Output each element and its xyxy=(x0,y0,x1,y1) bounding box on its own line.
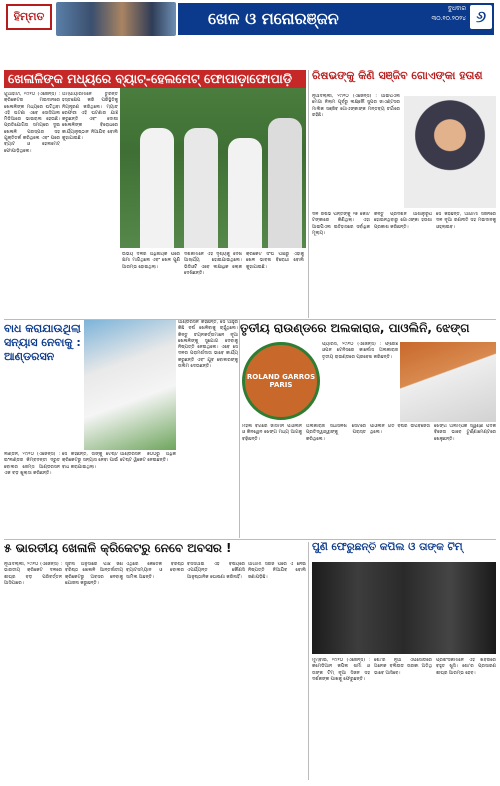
story4-photo xyxy=(400,342,496,422)
player-figure xyxy=(184,128,218,248)
player-figure xyxy=(268,118,302,248)
story6-column: ପ୍ରଶଂସକମାନେ ଏହି ଖବରରେ ବହୁତ ଖୁସି। ଶୋ'ର ପ୍ରସାରଣ ଶୀଘ୍ର ଆରମ୍ଭ ହେବ। xyxy=(436,658,496,676)
column-divider xyxy=(308,70,309,318)
story5-column: ନୂଆଦିଲ୍ଲୀ, ୨୯ା୧୦ (ଏଜେନ୍ସି) : ଭାରତୀୟ କ୍ରିକେଟ ଦଳରେ ଶୀଘ୍ର ବଡ଼ ପରିବର୍ତ୍ତନ ଆସିପାରେ। xyxy=(4,562,62,586)
story2-column: ନୂଆଦିଲ୍ଲୀ, ୨୯ା୧୦ (ଏଜେନ୍ସି) : ଆଇପିଏଲ ମେଗା ନିଲାମ ପୂର୍ବରୁ ଲକ୍ଷ୍ନୌ ସୁପର ଜାଏଣ୍ଟସର ମାଲିକ ସଞ୍ଜିବ ଗୋଏଙ୍କାଙ୍କ ମନ୍ତବ୍ୟ ଚର୍ଚ୍ଚାରେ ରହିଛି। xyxy=(312,94,400,118)
story2-column: ଦଳ ରିଷଭ ପନ୍ତଙ୍କୁ ୨୭ କୋଟି ଟଙ୍କାରେ କିଣିଥିଲା। ଏହା ଆଇପିଏଲ ଇତିହାସରେ ସର୍ବାଧିକ ମୂଲ୍ୟ। xyxy=(312,212,370,236)
story3-column: ଲଣ୍ଡନ, ୨୯ା୧୦ (ଏଜେନ୍ସି) : ଇଂଲଣ୍ଡର କିମ୍ବଦନ୍ତୀ ଦ୍ରୁତ ବୋଲର ଜେମ୍ସ ଆଣ୍ଡରସନ ଏକ ବଡ଼ ଖୁଲାସା କରିଛନ୍ତି। xyxy=(4,452,60,476)
roland-garros-logo xyxy=(242,342,320,420)
story1-headline: ଖେଳାଳିଙ୍କ ମଧ୍ୟରେ ବ୍ୟାଟ୍-ହେଲମେଟ୍ ଫୋପାଡ଼ାଫୋପାଡ଼ି xyxy=(4,70,306,88)
story6-column: ଶୋ'ର ନୂଆ ଏପିସୋଡରେ ଅନେକ ବଲିଉଡ ତାରକା ଅତିଥି ଭାବେ ଆସିବେ। xyxy=(374,658,432,676)
column-divider xyxy=(308,542,309,780)
story5-column: ବିସିସିଆଇ ଏହି ବିଷୟରେ ଏପର୍ଯ୍ୟନ୍ତ କୌଣସି ଆନୁଷ୍ଠାନିକ ଘୋଷଣା କରିନାହିଁ। xyxy=(187,562,245,580)
newspaper-logo: ହିମ୍ମତ xyxy=(6,4,52,30)
date-box xyxy=(431,4,466,24)
story3-column: ଆଣ୍ଡରସନ କହିଛନ୍ତି, ସେ ଆହୁରି କିଛି ବର୍ଷ ଖେଳିବାକୁ ଚାହୁଁଥିଲେ। କିନ୍ତୁ ଚୟନକର୍ତ୍ତାମାନେ ନୂଆ ଖେଳାଳିଙ୍କୁ ସୁଯୋଗ ଦେବାକୁ ନିଷ୍ପତ୍ତି ନେଇଥିଲେ। ଏବେ ସେ ଦଳର ପରାମର୍ଶଦାତା ଭାବେ କାର୍ଯ୍ୟ କରୁଛନ୍ତି ଏବଂ ଯୁବ ବୋଲରଙ୍କୁ ତାଲିମ ଦେଉଛନ୍ତି। xyxy=(178,320,238,370)
story2-column: ସେ କହିଛନ୍ତି, ଆଗାମୀ ସିଜନରେ ଦଳ ନୂଆ ରଣନୀତି ସହ ମଇଦାନକୁ ଓହ୍ଲାଇବ। xyxy=(436,212,496,230)
story1-column: ଉଭୟ ଦଳର ଅଧିନାୟକ ପରେ କ୍ଷମା ମାଗିଥିଲେ ଏବଂ ଖେଳ ପୁଣି ଆରମ୍ଭ ହୋଇଥିଲା। xyxy=(122,252,180,270)
column-divider xyxy=(239,320,240,538)
masthead-photo-strip xyxy=(56,2,176,36)
story4-column: ଝେଙ୍ଗ ଅଲିମ୍ପିକ ସ୍ୱର୍ଣ୍ଣ ପଦକ ବିଜେତା ଭାବେ ଟୁର୍ଣ୍ଣାମେଣ୍ଟରେ ଖେଳୁଛନ୍ତି। xyxy=(434,424,496,442)
story4-column: ମହିଳା ବର୍ଗରେ ଜାସମିନ ପାଓଲିନି ଓ କିନୱେନ ଝେଙ୍ଗ ମଧ୍ୟ ଆଗକୁ ବଢ଼ିଛନ୍ତି। xyxy=(242,424,302,442)
story2-headline: ରିଷଭଙ୍କୁ କିଣି ସଞ୍ଜିବ ଗୋଏଙ୍କା ହତାଶ xyxy=(312,70,483,82)
masthead xyxy=(0,0,500,38)
issue-day: ବୁଧବାର xyxy=(447,5,466,12)
story3-photo xyxy=(84,320,176,450)
story6-photo xyxy=(312,562,496,654)
story1-column: ଅମ୍ପାୟାରମାନେ ତୁରନ୍ତ ହସ୍ତକ୍ଷେପ କରି ପରିସ୍ଥିତିକୁ ନିୟନ୍ତ୍ରଣ କରିଥିଲେ। ମ୍ୟାଚ୍ ରେଫରୀ ଏହି ଘଟଣାର ଯାଞ୍ଚ କରୁଛନ୍ତି ଏବଂ ଦୋଷୀ ଖେଳାଳିଙ୍କ ବିରୋଧରେ କାର୍ଯ୍ୟାନୁଷ୍ଠାନ ନିଆଯିବ ବୋଲି କୁହାଯାଇଛି। xyxy=(62,92,118,142)
story4-column: ପ୍ୟାରିସ, ୨୯ା୧୦ (ଏଜେନ୍ସି) : ଫ୍ରେଞ୍ଚ ଓପନ ଟେନିସରେ କାର୍ଲୋସ ଅଲକାରାଜ ତୃତୀୟ ରାଉଣ୍ଡରେ ପ୍ରବେଶ କରିଛନ୍ତି। xyxy=(322,342,398,360)
logo-text: PARIS xyxy=(269,381,293,389)
story5-column: ଆଗାମୀ ସିରିଜ ପରେ ଏ ନେଇ ନିଷ୍ପତ୍ତି ନିଆଯିବ ବୋଲି ଜଣାପଡ଼ିଛି। xyxy=(248,562,306,580)
issue-date: ୩୦.୧୦.୨୦୨୪ xyxy=(431,15,466,22)
section-title: ଖେଳ ଓ ମନୋରଞ୍ଜନ xyxy=(208,9,339,28)
story4-headline: ତୃତୀୟ ରାଉଣ୍ଡରେ ଅଲକାରାଜ, ପାଓଲିନି, ଝେଙ୍ଗ xyxy=(240,322,470,335)
story6-headline: ପୁଣି ଫେରୁଛନ୍ତି କପିଲ ଓ ତାଙ୍କ ଟିମ୍ xyxy=(312,542,463,553)
story4-column: ଅଲକାରାଜ ସିଧାସଳଖ ସେଟରେ ପ୍ରତିଦ୍ୱନ୍ଦ୍ୱୀଙ୍କୁ ପରାସ୍ତ କରିଥିଲେ। xyxy=(306,424,366,442)
story1-column: ଦର୍ଶକମାନେ ଏହି ଦୃଶ୍ୟକୁ ଦେଖି ଆଶ୍ଚର୍ଯ୍ୟ ହୋଇଯାଇଥିଲେ। ଭିଡିଓଟି ଏବେ ଲକ୍ଷାଧିକ ଲୋକ ଦେଖିଛନ୍ତି। xyxy=(184,252,242,276)
story5-column: ସୂଚନା ଅନୁସାରେ ପାଞ୍ଚ ଜଣ ବରିଷ୍ଠ ଖେଳାଳି ଆନ୍ତର୍ଜାତୀୟ କ୍ରିକେଟରୁ ଅବସର ନେବାକୁ ଯୋଜନା କରୁଛନ୍ତି। xyxy=(65,562,123,586)
story5-headline: ୫ ଭାରତୀୟ ଖେଳାଳି କ୍ରିକେଟରୁ ନେବେ ଅବସର ! xyxy=(4,542,232,555)
story5-column: ଏଥିରେ କେତେକ ବରିଷ୍ଠ ବ୍ୟାଟସମ୍ୟାନ ଓ ବୋଲର ସାମିଲ ଅଛନ୍ତି। xyxy=(126,562,184,580)
logo-text: ROLAND GARROS xyxy=(246,373,316,381)
page-number: ୬ xyxy=(470,5,492,29)
story1-photo xyxy=(120,88,306,248)
story4-column: ପାଓଲିନି ଗତ ବର୍ଷର ଉପବିଜେତା ଥିଲେ। xyxy=(370,424,430,436)
player-figure xyxy=(228,138,262,248)
player-figure xyxy=(140,128,174,248)
story2-column: କିନ୍ତୁ ପ୍ରଦର୍ଶନ ଆଶାନୁରୂପ ହୋଇନଥିବାରୁ ଗୋଏଙ୍କା ହତାଶା ପ୍ରକାଶ କରିଛନ୍ତି। xyxy=(374,212,432,230)
story6-column: ମୁମ୍ବାଇ, ୨୯ା୧୦ (ଏଜେନ୍ସି) : କମେଡିଆନ କପିଲ ଶର୍ମା ଓ ତାଙ୍କ ଟିମ୍ ନୂଆ ସିଜନ ସହ ଦର୍ଶକଙ୍କ ପାଖକୁ ଫେରୁଛନ୍ତି। xyxy=(312,658,370,682)
section-divider xyxy=(4,319,496,320)
story3-column: ଆଣ୍ଡରସନ ୭୦୦ରୁ ଅଧିକ ଟେଷ୍ଟ ୱିକେଟ ନେଇଛନ୍ତି। xyxy=(120,452,176,464)
story2-photo xyxy=(404,96,496,208)
story3-headline: ବାଧ କରାଯାଉଥିଲା ସନ୍ୟାସ ନେବାକୁ : ଆଣ୍ଡରସନ xyxy=(4,322,81,363)
story1-column: ଗୁଆହାଟୀ, ୨୯ା୧୦ (ଏଜେନ୍ସି) : କ୍ରିକେଟର ମଇଦାନରେ ଖେଳାଳିଙ୍କ ମଧ୍ୟରେ ଘଟିଥିବା ଏହି ଘଟଣା ଏବେ ସୋସିଆଲ ମିଡିଆରେ ଭାଇରାଲ ହେଉଛି। ପ୍ରତିଯୋଗିତା ସମୟରେ ଦୁଇ ଖେଳାଳି ପରସ୍ପର ସହ ଯୁକ୍ତିତର୍କ କରିଥିଲେ ଏବଂ ପରେ ବ୍ୟାଟ ଓ ହେଲମେଟ୍ ଫୋପାଡ଼ିଥିଲେ। xyxy=(4,92,60,154)
story1-column: କ୍ରିକେଟ ସଂଘ ପକ୍ଷରୁ ଏହାକୁ ଖେଳ ଭାବନା ବିରୋଧୀ ବୋଲି କୁହାଯାଇଛି। xyxy=(246,252,304,270)
section-divider xyxy=(4,539,496,540)
story3-column: ସେ କହିଛନ୍ତି, ତାଙ୍କୁ ଟେଷ୍ଟ କ୍ରିକେଟରୁ ସନ୍ୟାସ ନେବା ପାଇଁ ବାଧ କରାଯାଇଥିଲା। xyxy=(62,452,118,470)
